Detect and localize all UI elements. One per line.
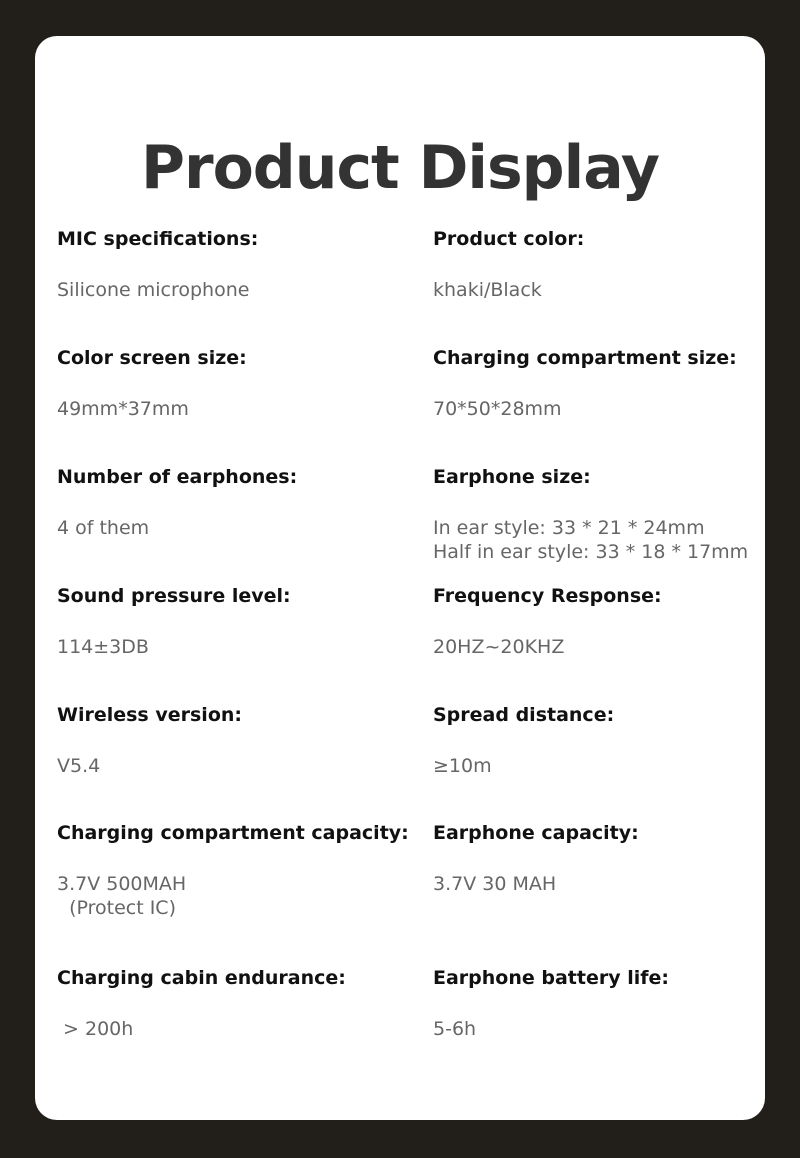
- spec-color-screen-size: [57, 345, 397, 420]
- spec-label: Earphone size:: [433, 466, 591, 488]
- spec-value: 4 of them: [57, 517, 150, 539]
- spec-value: V5.4: [57, 755, 101, 777]
- spec-sound-pressure-level: [57, 583, 397, 658]
- spec-label: Spread distance:: [433, 704, 615, 726]
- spec-label: Color screen size:: [57, 347, 247, 369]
- spec-label: Number of earphones:: [57, 466, 298, 488]
- spec-value: 114±3DB: [57, 636, 149, 658]
- spec-label: MIC specifications:: [57, 228, 259, 250]
- spec-earphone-size: [433, 464, 773, 563]
- spec-value: Silicone microphone: [57, 279, 250, 301]
- spec-spread-distance: [433, 702, 773, 777]
- spec-label: Earphone capacity:: [433, 822, 639, 844]
- spec-number-of-earphones: [57, 464, 397, 539]
- spec-label: Earphone battery life:: [433, 967, 669, 989]
- spec-charging-compartment-size: [433, 345, 773, 420]
- product-display-card: [35, 36, 765, 1120]
- spec-wireless-version: [57, 702, 397, 777]
- spec-value: 3.7V 30 MAH: [433, 873, 557, 895]
- spec-label: Charging cabin endurance:: [57, 967, 346, 989]
- spec-label: Sound pressure level:: [57, 585, 291, 607]
- spec-earphone-capacity: [433, 820, 773, 895]
- spec-charging-compartment-capacity: [57, 820, 409, 919]
- spec-value: 20HZ~20KHZ: [433, 636, 565, 658]
- spec-label: Wireless version:: [57, 704, 242, 726]
- spec-earphone-battery-life: [433, 965, 773, 1040]
- spec-value: ≥10m: [433, 755, 492, 777]
- spec-value: 70*50*28mm: [433, 398, 562, 420]
- spec-value: khaki/Black: [433, 279, 542, 301]
- spec-value: > 200h: [57, 1018, 134, 1040]
- spec-charging-cabin-endurance: [57, 965, 397, 1040]
- spec-value: In ear style: 33 * 21 * 24mm Half in ear style: 33 * 18 * 17mm: [433, 517, 749, 563]
- spec-value: 3.7V 500MAH (Protect IC): [57, 873, 187, 919]
- spec-frequency-response: [433, 583, 773, 658]
- spec-label: Product color:: [433, 228, 585, 250]
- page-title: Product Display: [141, 133, 659, 203]
- spec-mic-specifications: [57, 226, 397, 301]
- spec-label: Frequency Response:: [433, 585, 662, 607]
- spec-product-color: [433, 226, 773, 301]
- spec-value: 5-6h: [433, 1018, 477, 1040]
- spec-value: 49mm*37mm: [57, 398, 189, 420]
- spec-label: Charging compartment size:: [433, 347, 737, 369]
- spec-label: Charging compartment capacity:: [57, 822, 409, 844]
